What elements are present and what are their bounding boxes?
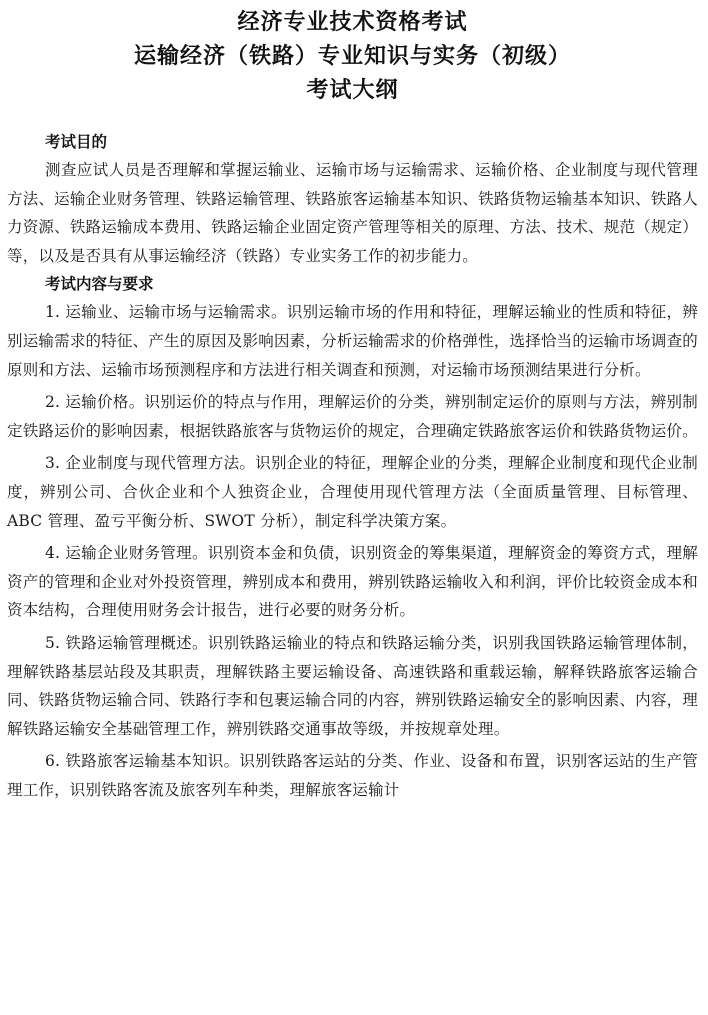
title-line-1: 经济专业技术资格考试 xyxy=(237,10,468,35)
content-item-5: 5. 铁路运输管理概述。识别铁路运输业的特点和铁路运输分类，识别我国铁路运输管理体制，理解铁路基层站段及其职责，理解铁路主要运输设备、高速铁路和重载运输，解释铁路旅客运输合同、铁路货物运输合同、铁路行李和包裹运输合同的内容，辨别铁路运输安全的影响因素、内容，理解铁路运输安全基础管理工作，辨别铁路交通事故等级，并按规章处理。 xyxy=(7,633,698,738)
content-item-2: 2. 运输价格。识别运价的特点与作用，理解运价的分类，辨别制定运价的原则与方法，辨别制定铁路运价的影响因素，根据铁路旅客与货物运价的规定，合理确定铁路旅客运价和铁路货物运价。 xyxy=(7,393,698,440)
content-item-6: 6. 铁路旅客运输基本知识。识别铁路客运站的分类、作业、设备和布置，识别客运站的生产管理工作，识别铁路客流及旅客列车种类，理解旅客运输计 xyxy=(7,752,698,799)
title-line-3: 考试大纲 xyxy=(306,78,399,103)
title-line-2: 运输经济（铁路）专业知识与实务（初级） xyxy=(133,44,571,69)
section-heading-purpose: 考试目的 xyxy=(45,133,108,151)
content-item-4: 4. 运输企业财务管理。识别资本金和负债，识别资金的筹集渠道，理解资金的筹资方式，理解资产的管理和企业对外投资管理，辨别成本和费用，辨别铁路运输收入和利润，评价比较资金成本和资本结构，合理使用财务会计报告，进行必要的财务分析。 xyxy=(7,544,698,620)
purpose-paragraph: 测查应试人员是否理解和掌握运输业、运输市场与运输需求、运输价格、企业制度与现代管理方法、运输企业财务管理、铁路运输管理、铁路旅客运输基本知识、铁路货物运输基本知识、铁路人力资源、铁路运输成本费用、铁路运输企业固定资产管理等相关的原理、方法、技术、规范（规定）等，以及是否具有从事运输经济（铁路）专业实务工作的初步能力。 xyxy=(7,161,698,265)
content-item-3: 3. 企业制度与现代管理方法。识别企业的特征，理解企业的分类，理解企业制度和现代企业制度，辨别公司、合伙企业和个人独资企业，合理使用现代管理方法（全面质量管理、目标管理、ABC 管理、盈亏平衡分析、SWOT 分析），制定科学决策方案。 xyxy=(7,454,698,530)
title-block xyxy=(7,6,698,108)
section-heading-content: 考试内容与要求 xyxy=(45,275,154,294)
content-item-1: 1. 运输业、运输市场与运输需求。识别运输市场的作用和特征，理解运输业的性质和特征，辨别运输需求的特征、产生的原因及影响因素，分析运输需求的价格弹性，选择恰当的运输市场调查的原则和方法、运输市场预测程序和方法进行相关调查和预测，对运输市场预测结果进行分析。 xyxy=(7,303,698,379)
